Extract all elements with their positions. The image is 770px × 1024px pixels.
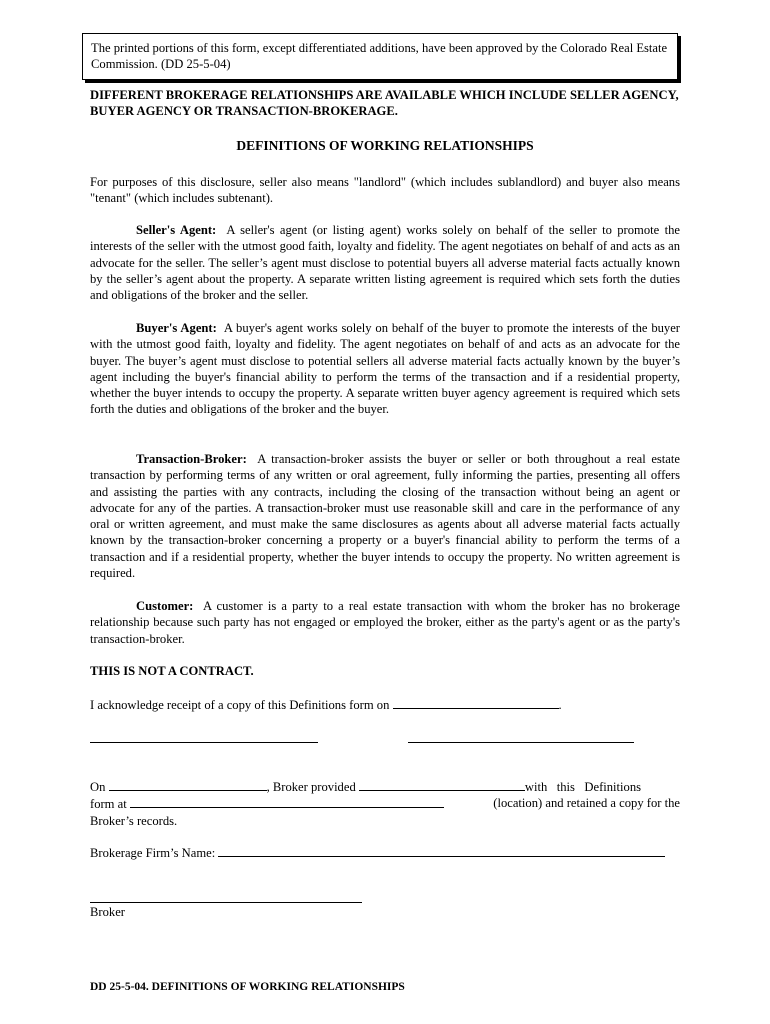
brokerage-firm-row (90, 844, 680, 861)
definition-text: A buyer's agent works solely on behalf of the buyer to promote the interests of the buyer with the utmost good faith, loyalty and fidelity. The agent negotiates on behalf of and acts as an advocate for the buyer. The buyer’s agent must disclose to potential sellers all adverse material facts actually known by the buyer’s agent including the buyer's financial ability to perform the terms of the transaction and if a residential property, whether the buyer intends to occupy the property. A separate written buyer agency agreement is required which sets forth the duties and obligations of the broker and the buyer. (90, 321, 680, 417)
location-field[interactable] (130, 795, 444, 808)
intro-paragraph: For purposes of this disclosure, seller also means "landlord" (which includes sublandlord) and buyer also means "tenant" (which includes subtenant). (90, 175, 680, 206)
approval-notice-box (82, 33, 678, 80)
location-retained-label: (location) and retained a copy for the (493, 796, 680, 811)
acknowledgement-date-field[interactable] (393, 696, 559, 709)
definition-buyers-agent (90, 320, 680, 418)
brokerage-firm-field[interactable] (218, 844, 665, 857)
definition-term: Buyer's Agent: (136, 321, 217, 335)
definition-transaction-broker (90, 451, 680, 581)
definition-term: Customer: (136, 599, 194, 613)
not-a-contract-notice: THIS IS NOT A CONTRACT. (90, 664, 254, 678)
definition-text: A transaction-broker assists the buyer or seller or both throughout a real estate transaction by performing terms of any written or oral agreement, fully informing the parties, presenting all offers and assisting the parties with any contracts, including the closing of the transaction without being an agent or advocate for any of the parties. A transaction-broker must use reasonable skill and care in the performance of any oral or written agreement, and must make the same disclosures as agents about all adverse material facts actually known by the transaction-broker concerning a property or a buyer's financial ability to perform the terms of a transaction and if a residential property, whether the buyer intends to occupy the property. No written agreement is required. (90, 452, 680, 581)
definition-text: A seller's agent (or listing agent) works solely on behalf of the seller to promote the interests of the seller with the utmost good faith, loyalty and fidelity. The agent negotiates on behalf of and acts as an advocate for the seller. The seller’s agent must disclose to potential buyers all adverse material facts actually known by the seller’s agent about the property. A separate written listing agreement is required which sets forth the duties and obligations of the broker and the seller. (90, 223, 680, 303)
broker-provided-row-2 (90, 795, 680, 812)
footer-form-id: DD 25-5-04. DEFINITIONS OF WORKING RELATIONSHIPS (90, 981, 405, 993)
definition-term: Seller's Agent: (136, 223, 217, 237)
form-at-label: form at (90, 797, 127, 812)
broker-provided-block (90, 778, 680, 829)
page-title: DEFINITIONS OF WORKING RELATIONSHIPS (236, 138, 534, 153)
brokerage-heading: DIFFERENT BROKERAGE RELATIONSHIPS ARE AVAILABLE WHICH INCLUDE SELLER AGENCY, BUYER AGENCY OR TRANSACTION-BROKERAGE. (90, 88, 679, 119)
broker-signature-line[interactable] (90, 902, 362, 903)
on-date-field[interactable] (109, 778, 267, 791)
definition-term: Transaction-Broker: (136, 452, 247, 466)
definition-text: A customer is a party to a real estate transaction with whom the broker has no brokerage relationship because such party has not engaged or employed the broker, either as the party's agent or as the party's transaction-broker. (90, 599, 680, 646)
acknowledgement-text: I acknowledge receipt of a copy of this Definitions form on (90, 698, 390, 712)
signature-line-right[interactable] (408, 742, 634, 743)
approval-notice-text: The printed portions of this form, except differentiated additions, have been approved by the Colorado Real Estate Commission. (DD 25-5-04) (91, 41, 668, 72)
brokerage-firm-label: Brokerage Firm’s Name: (90, 846, 216, 860)
signature-line-left[interactable] (90, 742, 318, 743)
definition-customer (90, 598, 680, 647)
brokers-records-label: Broker’s records. (90, 813, 178, 828)
on-label: On (90, 780, 106, 794)
broker-provided-label: , Broker provided (266, 780, 356, 794)
acknowledgement-line: I acknowledge receipt of a copy of this Definitions form on . (90, 698, 562, 712)
provided-to-field[interactable] (359, 778, 525, 791)
broker-provided-row-1 (90, 778, 680, 795)
broker-label: Broker (90, 905, 125, 919)
with-definitions-label: with this Definitions (524, 780, 642, 794)
definition-sellers-agent (90, 222, 680, 303)
